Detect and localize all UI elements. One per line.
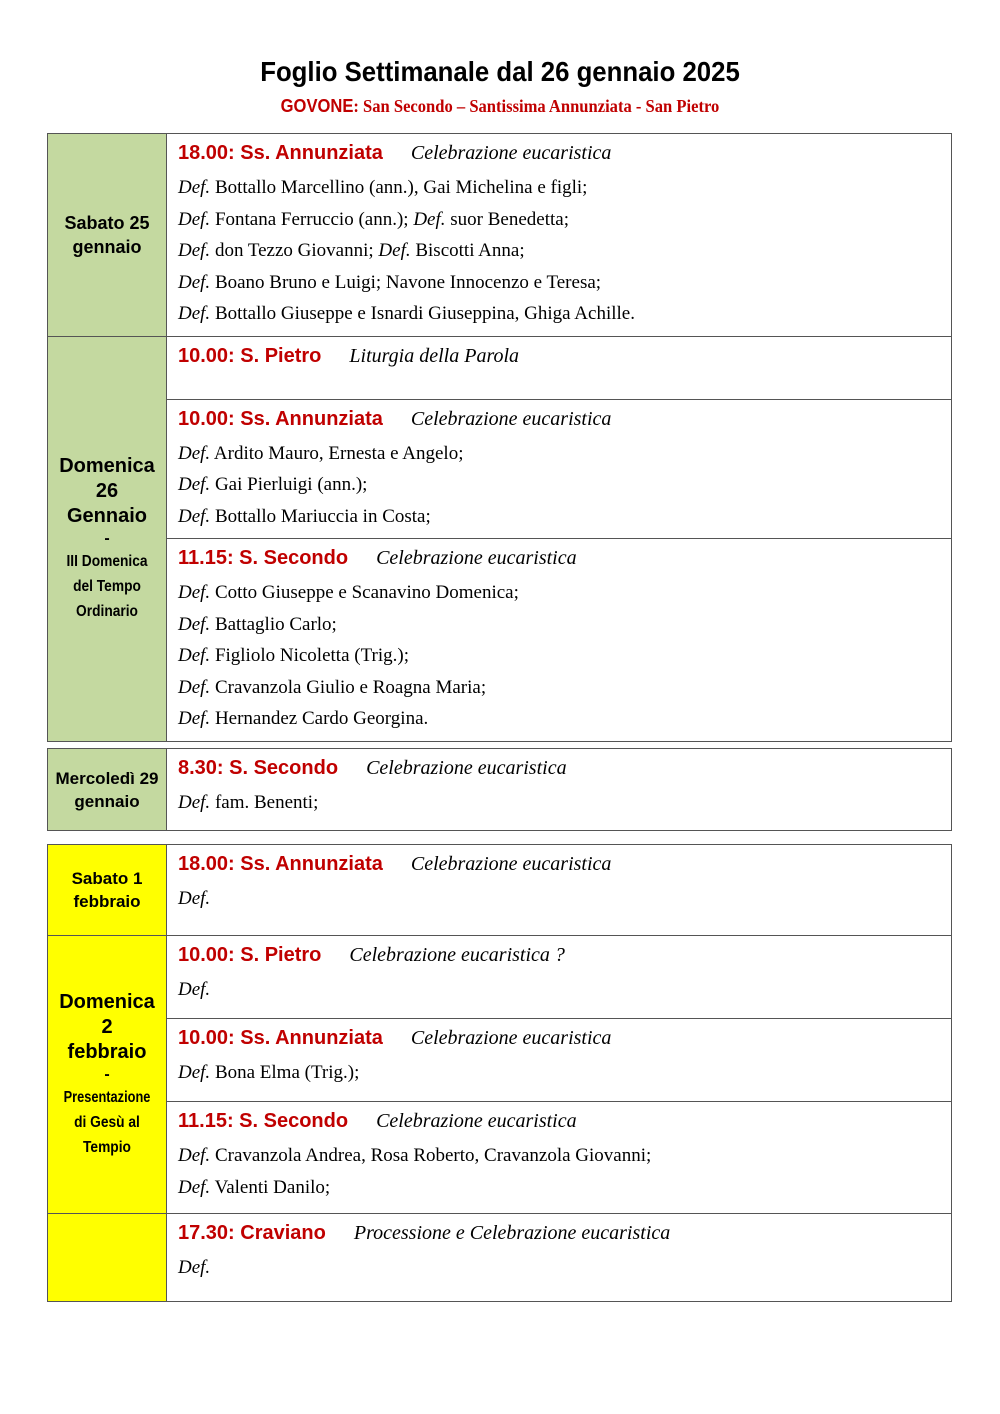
day-label: Domenica 2 febbraio -	[59, 990, 155, 1083]
service-entry	[167, 936, 951, 1012]
service-cell	[167, 845, 952, 936]
service-type: Celebrazione eucaristica	[366, 757, 567, 779]
service-header	[178, 547, 941, 570]
intention-line: Def.	[178, 1257, 211, 1278]
service-time-place: 10.00: Ss. Annunziata	[178, 1027, 383, 1049]
intention-line: Def. Bottallo Mariuccia in Costa;	[178, 505, 431, 527]
service-time-place: 18.00: Ss. Annunziata	[178, 853, 383, 875]
service-entry	[167, 1214, 951, 1290]
intention-line: Def. fam. Benenti;	[178, 792, 319, 813]
intentions-list	[178, 577, 941, 735]
service-entry	[167, 134, 951, 336]
service-time-place: 10.00: Ss. Annunziata	[178, 407, 383, 430]
service-header	[178, 944, 941, 967]
day-cell	[48, 336, 167, 741]
service-entry	[167, 539, 951, 741]
church-list: : San Secondo – Santissima Annunziata - San Pietro	[353, 96, 720, 116]
day-cell	[48, 134, 167, 337]
intentions-list	[178, 172, 941, 330]
service-entry	[167, 1019, 951, 1095]
intentions-list	[178, 883, 941, 915]
day-label: Sabato 25 gennaio	[64, 212, 150, 257]
service-cell	[167, 1019, 952, 1102]
intention-line: Def. Fontana Ferruccio (ann.); Def. suor Benedetta;	[178, 208, 569, 230]
service-type: Celebrazione eucaristica	[410, 142, 612, 164]
intentions-list	[178, 1140, 941, 1203]
service-cell	[167, 399, 952, 539]
intention-line: Def.	[178, 888, 211, 909]
service-entry	[167, 337, 951, 374]
intentions-list	[178, 438, 941, 533]
service-entry	[167, 1102, 951, 1209]
page-subtitle	[40, 96, 960, 117]
service-time-place: 11.15: S. Secondo	[178, 547, 349, 569]
service-type: Celebrazione eucaristica	[410, 407, 612, 430]
service-cell	[167, 1214, 952, 1302]
service-header	[178, 1222, 941, 1245]
intention-line: Def. Boano Bruno e Luigi; Navone Innocenzo e Teresa;	[178, 271, 602, 293]
service-type: Celebrazione eucaristica	[410, 1027, 612, 1049]
service-time-place: 11.15: S. Secondo	[178, 1110, 349, 1132]
service-time-place: 10.00: S. Pietro	[178, 944, 322, 966]
day-cell	[48, 749, 167, 831]
intention-line: Def.	[178, 979, 211, 1000]
intention-line: Def. Battaglio Carlo;	[178, 613, 337, 635]
service-type: Processione e Celebrazione eucaristica	[353, 1222, 671, 1244]
service-time-place: 8.30: S. Secondo	[178, 757, 339, 779]
parish-name: GOVONE	[280, 96, 354, 116]
service-type: Celebrazione eucaristica	[376, 1110, 577, 1132]
intentions-list	[178, 974, 941, 1006]
service-type: Celebrazione eucaristica ?	[349, 944, 565, 966]
intention-line: Def. Cotto Giuseppe e Scanavino Domenica;	[178, 582, 519, 603]
day-cell	[48, 1214, 167, 1302]
intention-line: Def. Ardito Mauro, Ernesta e Angelo;	[178, 442, 464, 464]
service-header	[178, 1110, 941, 1133]
intention-line: Def. don Tezzo Giovanni; Def. Biscotti Anna;	[178, 240, 525, 261]
intention-line: Def. Cravanzola Giulio e Roagna Maria;	[178, 676, 487, 698]
service-cell	[167, 1102, 952, 1214]
day-label: Sabato 1 febbraio	[71, 869, 143, 911]
service-time-place: 17.30: Craviano	[178, 1222, 326, 1244]
service-entry	[167, 400, 951, 539]
day-cell	[48, 845, 167, 936]
service-type: Liturgia della Parola	[349, 344, 520, 367]
service-header	[178, 345, 941, 368]
intention-line: Def. Gai Pierluigi (ann.);	[178, 474, 368, 495]
service-header	[178, 408, 941, 431]
service-header	[178, 757, 941, 780]
intention-line: Def. Hernandez Cardo Georgina.	[178, 708, 429, 729]
feast-label: Presentazione di Gesù al Tempio	[63, 1088, 151, 1156]
service-type: Celebrazione eucaristica	[376, 547, 577, 569]
day-label: Domenica 26 Gennaio -	[59, 454, 155, 547]
intention-line: Def. Bona Elma (Trig.);	[178, 1062, 360, 1083]
schedule-table-2	[47, 748, 952, 831]
feast-label: III Domenica del Tempo Ordinario	[66, 552, 148, 620]
service-cell	[167, 936, 952, 1019]
intention-line: Def. Cravanzola Andrea, Rosa Roberto, Cravanzola Giovanni;	[178, 1145, 652, 1166]
service-cell	[167, 749, 952, 831]
intention-line: Def. Bottallo Giuseppe e Isnardi Giuseppina, Ghiga Achille.	[178, 303, 635, 324]
service-entry	[167, 845, 951, 921]
schedule-table-1	[47, 133, 952, 742]
service-header	[178, 853, 941, 876]
intention-line: Def. Valenti Danilo;	[178, 1176, 331, 1198]
intentions-list	[178, 1057, 941, 1089]
service-entry	[167, 749, 951, 825]
intention-line: Def. Figliolo Nicoletta (Trig.);	[178, 645, 409, 666]
service-cell	[167, 336, 952, 399]
intentions-list	[178, 1252, 941, 1284]
service-header	[178, 142, 941, 165]
intentions-list	[178, 787, 941, 819]
service-time-place: 10.00: S. Pietro	[178, 344, 322, 367]
service-type: Celebrazione eucaristica	[410, 853, 612, 875]
service-header	[178, 1027, 941, 1050]
day-cell	[48, 936, 167, 1214]
schedule-table-3	[47, 844, 952, 1302]
intention-line: Def. Bottallo Marcellino (ann.), Gai Michelina e figli;	[178, 177, 588, 198]
service-cell	[167, 539, 952, 742]
page-title: Foglio Settimanale dal 26 gennaio 2025	[260, 56, 740, 87]
day-label: Mercoledì 29 gennaio	[55, 768, 159, 811]
service-time-place: 18.00: Ss. Annunziata	[178, 142, 383, 164]
service-cell	[167, 134, 952, 337]
